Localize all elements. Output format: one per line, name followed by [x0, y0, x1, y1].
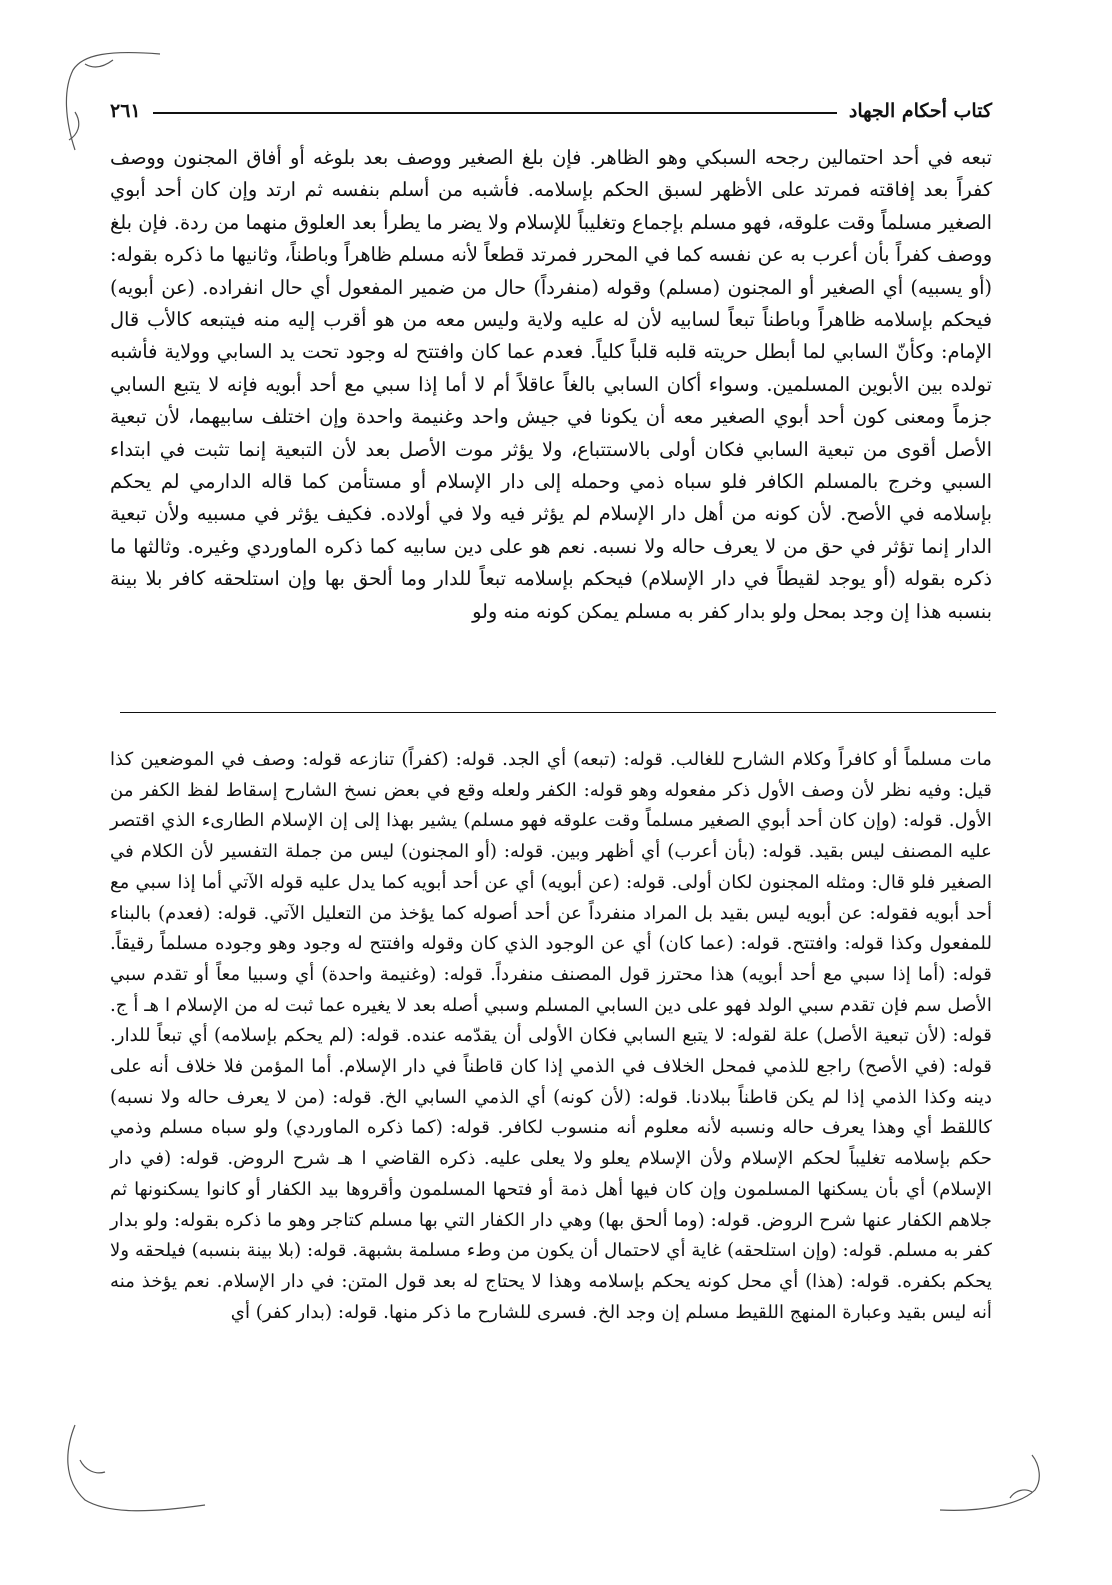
page-number: ٢٦١	[110, 100, 141, 122]
running-header	[110, 96, 992, 126]
footnote-divider	[120, 712, 996, 713]
bottom-left-ornament-icon	[55, 1420, 215, 1520]
commentary-block	[110, 745, 992, 1328]
header-rule	[153, 112, 837, 114]
main-text-block	[110, 142, 992, 628]
commentary-paragraph: مات مسلماً أو كافراً وكلام الشارح للغالب. قوله: (تبعه) أي الجد. قوله: (كفراً) تنازعه قوله: وصف في الموضعين كذا قيل: وفيه نظر لأن وصف الأول ذكر مفعوله وهو قوله: الكفر ولعله وقع في بعض نسخ الشارح إسقاط لفظ الكفر من الأول. قوله: (وإن كان أحد أبوي الصغير مسلماً وقت علوقه فهو مسلم) يشير بهذا إلى إن الإسلام الطارىء الذي اقتصر عليه المصنف ليس بقيد. قوله: (بأن أعرب) أي أظهر وبين. قوله: (أو المجنون) ليس من جملة التفسير لأن الكلام في الصغير فلو قال: ومثله المجنون لكان أولى. قوله: (عن أبويه) أي عن أحد أبويه كما يدل عليه قوله الآتي أما إذا سبي مع أحد أبويه فقوله: عن أبويه ليس بقيد بل المراد منفرداً عن أحد أصوله كما يؤخذ من التعليل الآتي. قوله: (فعدم) بالبناء للمفعول وكذا قوله: وافتتح. قوله: (عما كان) أي عن الوجود الذي كان وقوله وافتتح له وجود وهو وجوده مسلماً رقيقاً. قوله: (أما إذا سبي مع أحد أبويه) هذا محترز قول المصنف منفرداً. قوله: (وغنيمة واحدة) أي وسبيا معاً أو تقدم سبي الأصل سم فإن تقدم سبي الولد فهو على دين السابي المسلم وسبي أصله بعد لا يغيره عما ثبت له من الإسلام ا هـ أ ج. قوله: (لأن تبعية الأصل) علة لقوله: لا يتبع السابي فكان الأولى أن يقدّمه عنده. قوله: (لم يحكم بإسلامه) أي تبعاً للدار. قوله: (في الأصح) راجع للذمي فمحل الخلاف في الذمي إذا كان قاطناً في دار الإسلام. أما المؤمن فلا خلاف أنه على دينه وكذا الذمي إذا لم يكن قاطناً ببلادنا. قوله: (لأن كونه) أي الذمي السابي الخ. قوله: (من لا يعرف حاله ولا نسبه) كاللقط أي وهذا يعرف حاله ونسبه لأنه معلوم أنه منسوب لكافر. قوله: (كما ذكره الماوردي) ولو سباه مسلم وذمي حكم بإسلامه تغليباً لحكم الإسلام ولأن الإسلام يعلو ولا يعلى عليه. ذكره القاضي ا هـ شرح الروض. قوله: (في دار الإسلام) أي بأن يسكنها المسلمون وإن كان فيها أهل ذمة أو فتحها المسلمون وأقروها بيد الكفار أو كانوا يسكنونها ثم جلاهم الكفار عنها شرح الروض. قوله: (وما ألحق بها) وهي دار الكفار التي بها مسلم كتاجر وهو ما ذكره بقوله: ولو بدار كفر به مسلم. قوله: (وإن استلحقه) غاية أي لاحتمال أن يكون من وطء مسلمة بشبهة. قوله: (بلا بينة بنسبه) فيلحقه ولا يحكم بكفره. قوله: (هذا) أي محل كونه يحكم بإسلامه وهذا لا يحتاج له بعد قول المتن: في دار الإسلام. نعم يؤخذ منه أنه ليس بقيد وعبارة المنهج اللقيط مسلم إن وجد الخ. فسرى للشارح ما ذكر منها. قوله: (بدار كفر) أي	[110, 749, 992, 1323]
book-title: كتاب أحكام الجهاد	[848, 100, 992, 122]
bottom-right-ornament-icon	[940, 1450, 1050, 1530]
main-paragraph: تبعه في أحد احتمالين رجحه السبكي وهو الظاهر. فإن بلغ الصغير ووصف بعد بلوغه أو أفاق المجنون ووصف كفراً بعد إفاقته فمرتد على الأظهر لسبق الحكم بإسلامه. فأشبه من أسلم بنفسه ثم ارتد وإن كان أحد أبوي الصغير مسلماً وقت علوقه، فهو مسلم بإجماع وتغليباً للإسلام ولا يضر ما يطرأ بعد العلوق منهما من ردة. فإن بلغ ووصف كفراً بأن أعرب به عن نفسه كما في المحرر فمرتد قطعاً لأنه مسلم ظاهراً وباطناً، وثانيها ما ذكره بقوله: (أو يسبيه) أي الصغير أو المجنون (مسلم) وقوله (منفرداً) حال من ضمير المفعول أي حال انفراده. (عن أبويه) فيحكم بإسلامه ظاهراً وباطناً تبعاً لسابيه لأن له عليه ولاية وليس معه من هو أقرب إليه منه فيتبعه كالأب قال الإمام: وكأنّ السابي لما أبطل حريته قلبه قلباً كلياً. فعدم عما كان وافتتح له وجود تحت يد السابي وولاية فأشبه تولده بين الأبوين المسلمين. وسواء أكان السابي بالغاً عاقلاً أم لا أما إذا سبي مع أحد أبويه فإنه لا يتبع السابي جزماً ومعنى كون أحد أبوي الصغير معه أن يكونا في جيش واحد وغنيمة واحدة وإن اختلف سابيهما، لأن تبعية الأصل أقوى من تبعية السابي فكان أولى بالاستتباع، ولا يؤثر موت الأصل بعد لأن التبعية إنما تثبت في ابتداء السبي وخرج بالمسلم الكافر فلو سباه ذمي وحمله إلى دار الإسلام أو مستأمن كما قاله الدارمي لم يحكم بإسلامه في الأصح. لأن كونه من أهل دار الإسلام لم يؤثر فيه ولا في أولاده. فكيف يؤثر في مسبيه ولأن تبعية الدار إنما تؤثر في حق من لا يعرف حاله ولا نسبه. نعم هو على دين سابيه كما ذكره الماوردي وغيره. وثالثها ما ذكره بقوله (أو يوجد لقيطاً في دار الإسلام) فيحكم بإسلامه تبعاً للدار وما ألحق بها وإن استلحقه كافر بلا بينة بنسبه هذا إن وجد بمحل ولو بدار كفر به مسلم يمكن كونه منه ولو	[110, 146, 992, 623]
